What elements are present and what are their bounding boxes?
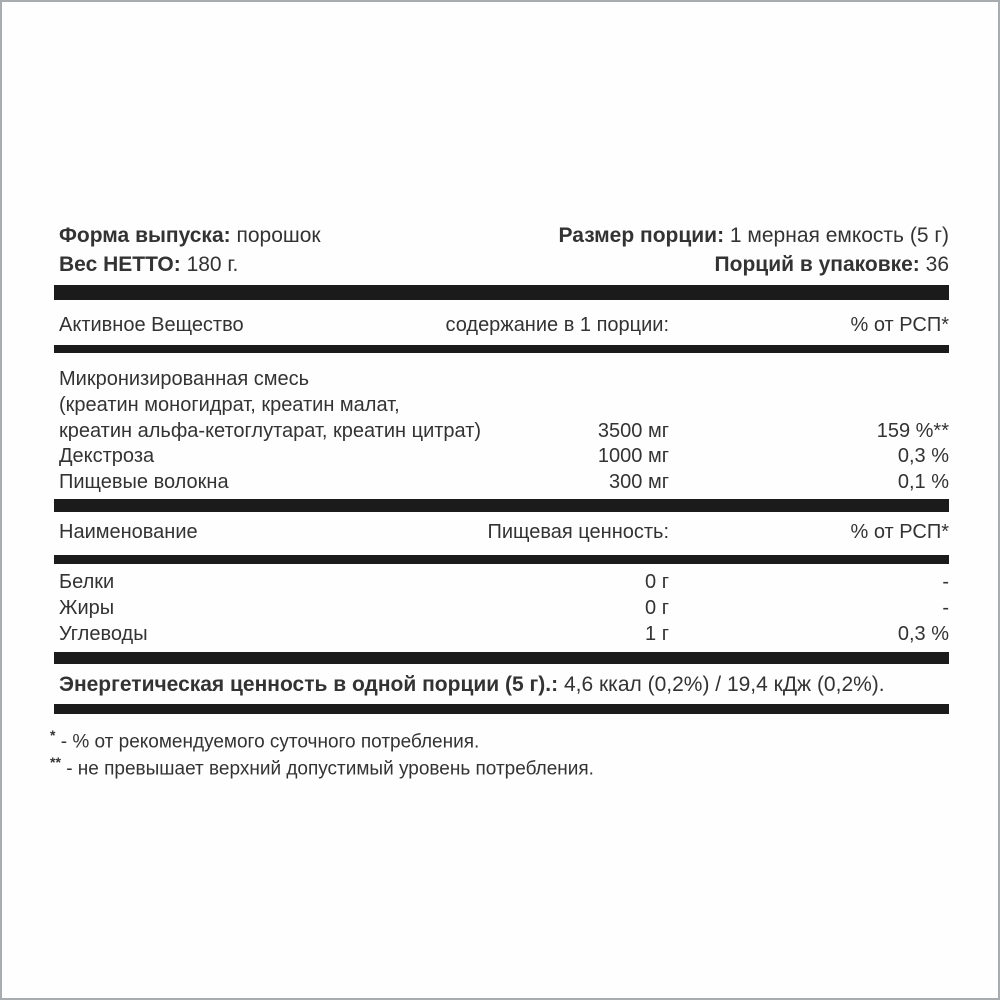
nutrient-name: Белки <box>59 571 115 593</box>
divider-bar-thin <box>54 555 949 564</box>
active-header-amount: содержание в 1 порции: <box>445 314 669 336</box>
active-header-name: Активное Вещество <box>59 314 244 336</box>
nutrient-pct: - <box>942 571 949 593</box>
divider-bar-thick <box>54 704 949 714</box>
table-row-dextrose <box>59 443 949 469</box>
ingredient-pct: 0,3 % <box>897 445 949 467</box>
ingredient-name-line: креатин альфа-кетоглутарат, креатин цитрат) <box>59 420 482 442</box>
ingredient-name: Пищевые волокна <box>59 471 229 493</box>
ingredient-amount: 300 мг <box>609 471 669 493</box>
ingredient-pct: 159 %** <box>876 420 949 442</box>
divider-bar-thick <box>54 652 949 664</box>
table-row-carbs <box>59 621 949 647</box>
table-row-fiber <box>59 469 949 495</box>
footnote-marker: ** <box>50 754 61 770</box>
energy-value-line <box>59 672 885 698</box>
ingredient-name-line: Микронизированная смесь <box>59 368 310 390</box>
serving-size-label: Размер порции: <box>558 224 725 247</box>
ingredient-name-line: (креатин моногидрат, креатин малат, <box>59 394 400 416</box>
net-weight-label: Вес НЕТТО: <box>59 253 181 276</box>
active-header-pct: % от РСП* <box>850 314 949 336</box>
nutrition-header-name: Наименование <box>59 521 198 543</box>
nutrient-amount: 0 г <box>645 571 669 593</box>
product-form-label: Форма выпуска: <box>59 224 231 247</box>
divider-bar-thick <box>54 285 949 300</box>
ingredient-name: Декстроза <box>59 445 155 467</box>
product-form-value: порошок <box>236 224 321 247</box>
nutrient-name: Жиры <box>59 597 115 619</box>
label-content <box>50 2 949 998</box>
product-info-right <box>559 221 949 279</box>
nutrition-header-pct: % от РСП* <box>850 521 949 543</box>
nutrient-pct: 0,3 % <box>897 623 949 645</box>
nutrition-table-header <box>59 519 949 545</box>
serving-size-line <box>559 221 949 250</box>
servings-per-pack-value: 36 <box>925 253 949 276</box>
ingredient-pct: 0,1 % <box>897 471 949 493</box>
nutrient-name: Углеводы <box>59 623 148 645</box>
divider-bar-thick <box>54 499 949 512</box>
energy-label: Энергетическая ценность в одной порции (5 г).: <box>59 673 559 696</box>
footnote-marker: * <box>50 727 56 743</box>
net-weight-line <box>59 250 321 279</box>
energy-value: 4,6 ккал (0,2%) / 19,4 кДж (0,2%). <box>563 673 885 696</box>
product-info-left <box>59 221 321 279</box>
serving-size-value: 1 мерная емкость (5 г) <box>729 224 949 247</box>
net-weight-value: 180 г. <box>186 253 239 276</box>
footnote-upper-limit <box>50 750 594 781</box>
nutrient-amount: 1 г <box>645 623 669 645</box>
divider-bar-thin <box>54 345 949 353</box>
table-row-protein <box>59 569 949 595</box>
ingredient-amount: 1000 мг <box>597 445 669 467</box>
servings-per-pack-line <box>559 250 949 279</box>
footnote-text: - % от рекомендуемого суточного потребления. <box>60 731 480 753</box>
footnote-text: - не превышает верхний допустимый уровень потребления. <box>66 758 594 780</box>
table-row-creatine-mix <box>59 366 949 444</box>
nutrition-header-amount: Пищевая ценность: <box>487 521 669 543</box>
table-row-fat <box>59 595 949 621</box>
product-form-line <box>59 221 321 250</box>
servings-per-pack-label: Порций в упаковке: <box>714 253 920 276</box>
nutrient-pct: - <box>942 597 949 619</box>
nutrient-amount: 0 г <box>645 597 669 619</box>
active-table-header <box>59 312 949 338</box>
ingredient-amount: 3500 мг <box>597 420 669 442</box>
